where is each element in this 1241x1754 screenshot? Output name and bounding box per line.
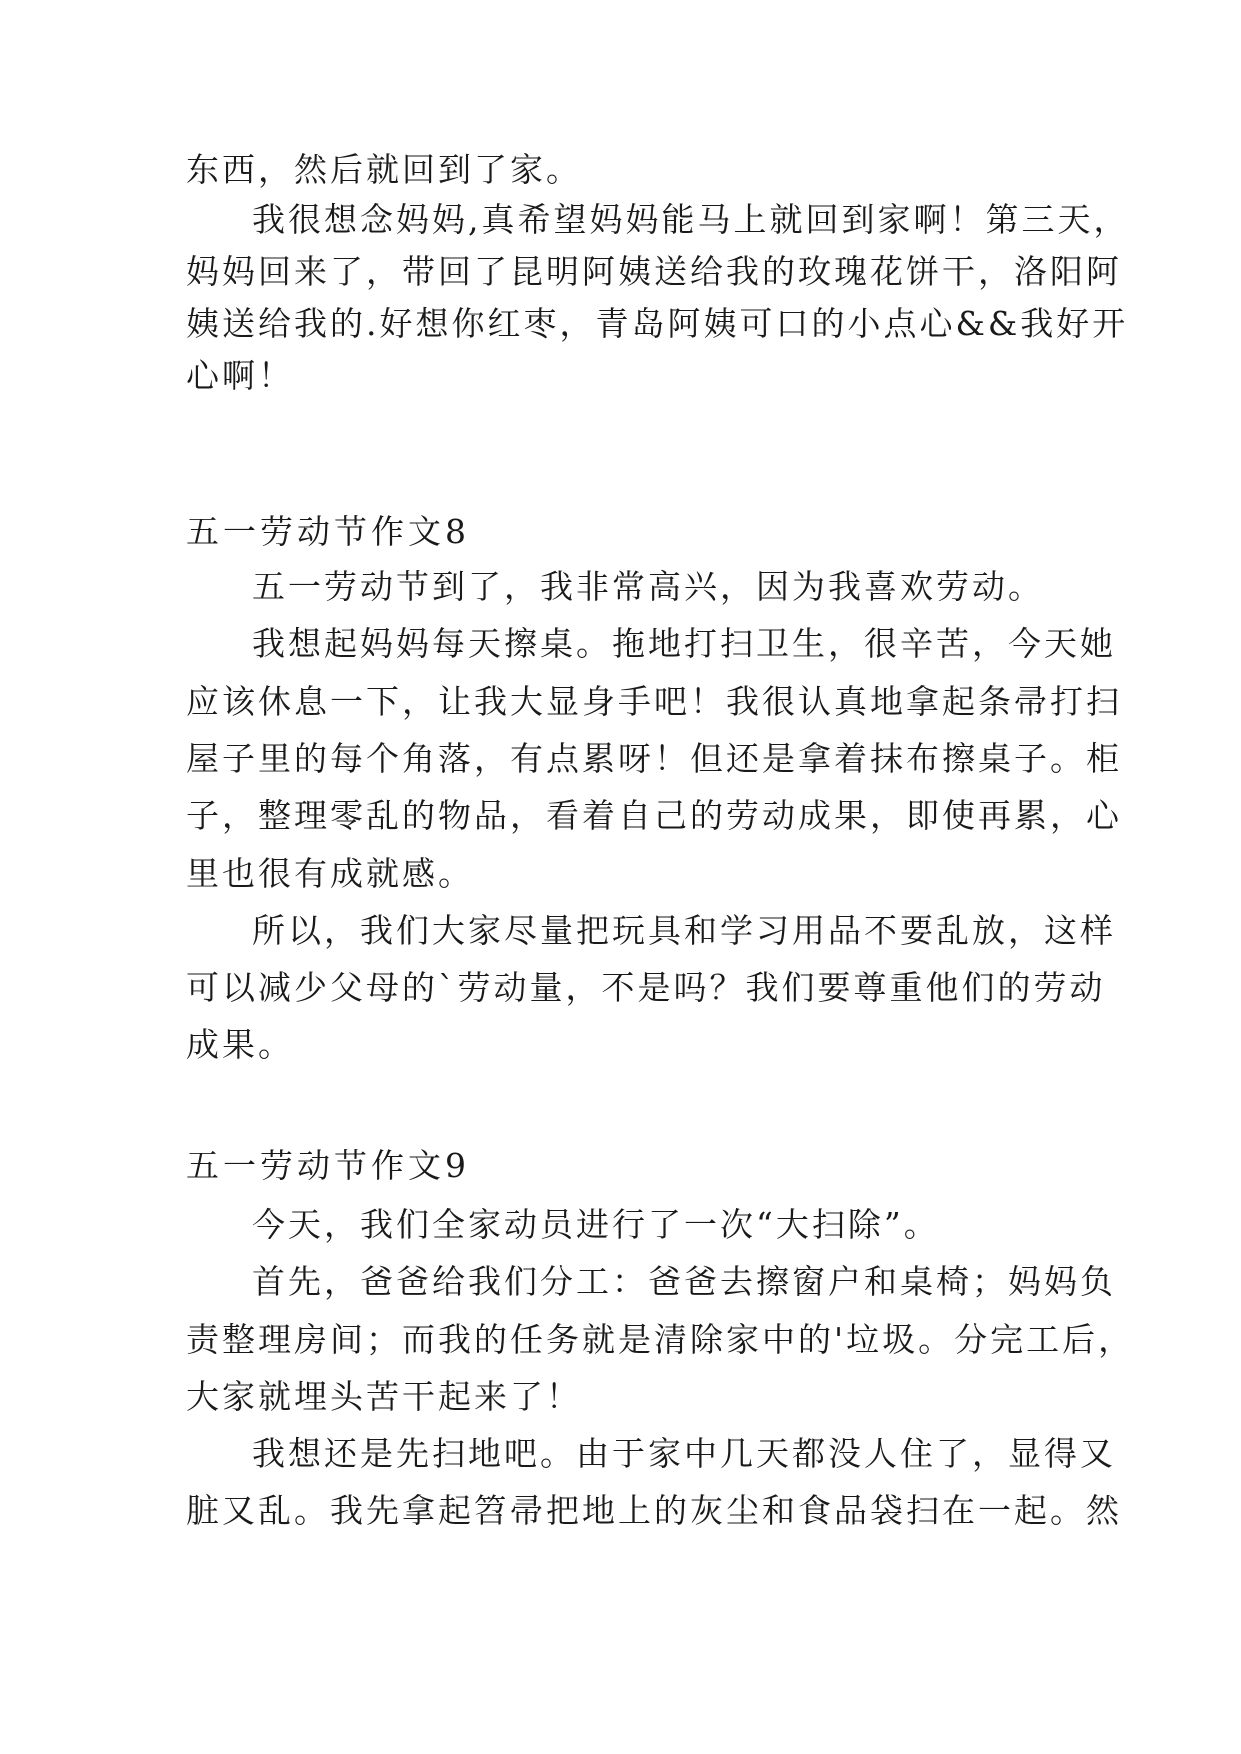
- paragraph-line: 五一劳动节到了，我非常高兴，因为我喜欢劳动。: [252, 567, 1044, 606]
- paragraph-line: 应该休息一下，让我大显身手吧！我很认真地拿起条帚打扫: [186, 682, 1122, 721]
- paragraph-line: 子，整理零乱的物品，看着自己的劳动成果，即使再累，心: [186, 796, 1122, 835]
- paragraph-line: 我想还是先扫地吧。由于家中几天都没人住了，显得又: [252, 1434, 1116, 1473]
- paragraph-line: 心啊！: [186, 356, 294, 395]
- section-heading: 五一劳动节作文8: [186, 512, 470, 551]
- paragraph-line: 东西，然后就回到了家。: [186, 150, 582, 189]
- paragraph-line: 我想起妈妈每天擦桌。拖地打扫卫生，很辛苦，今天她: [252, 624, 1116, 663]
- paragraph-line: 责整理房间；而我的任务就是清除家中的'垃圾。分完工后，: [186, 1320, 1135, 1359]
- paragraph-line: 屋子里的每个角落，有点累呀！但还是拿着抹布擦桌子。柜: [186, 739, 1122, 778]
- section-heading: 五一劳动节作文9: [186, 1146, 470, 1185]
- paragraph-line: 大家就埋头苦干起来了！: [186, 1377, 582, 1416]
- paragraph-line: 今天，我们全家动员进行了一次“大扫除”。: [252, 1205, 940, 1244]
- paragraph-line: 首先，爸爸给我们分工：爸爸去擦窗户和桌椅；妈妈负: [252, 1262, 1116, 1301]
- paragraph-line: 我很想念妈妈,真希望妈妈能马上就回到家啊！第三天，: [252, 200, 1130, 239]
- paragraph-line: 成果。: [186, 1025, 294, 1064]
- paragraph-line: 所以，我们大家尽量把玩具和学习用品不要乱放，这样: [252, 911, 1116, 950]
- paragraph-line: 可以减少父母的`劳动量，不是吗？我们要尊重他们的劳动: [186, 968, 1106, 1007]
- paragraph-line: 里也很有成就感。: [186, 854, 474, 893]
- paragraph-line: 姨送给我的.好想你红枣，青岛阿姨可口的小点心&&我好开: [186, 304, 1129, 343]
- paragraph-line: 妈妈回来了，带回了昆明阿姨送给我的玫瑰花饼干，洛阳阿: [186, 252, 1122, 291]
- paragraph-line: 脏又乱。我先拿起笤帚把地上的灰尘和食品袋扫在一起。然: [186, 1491, 1122, 1530]
